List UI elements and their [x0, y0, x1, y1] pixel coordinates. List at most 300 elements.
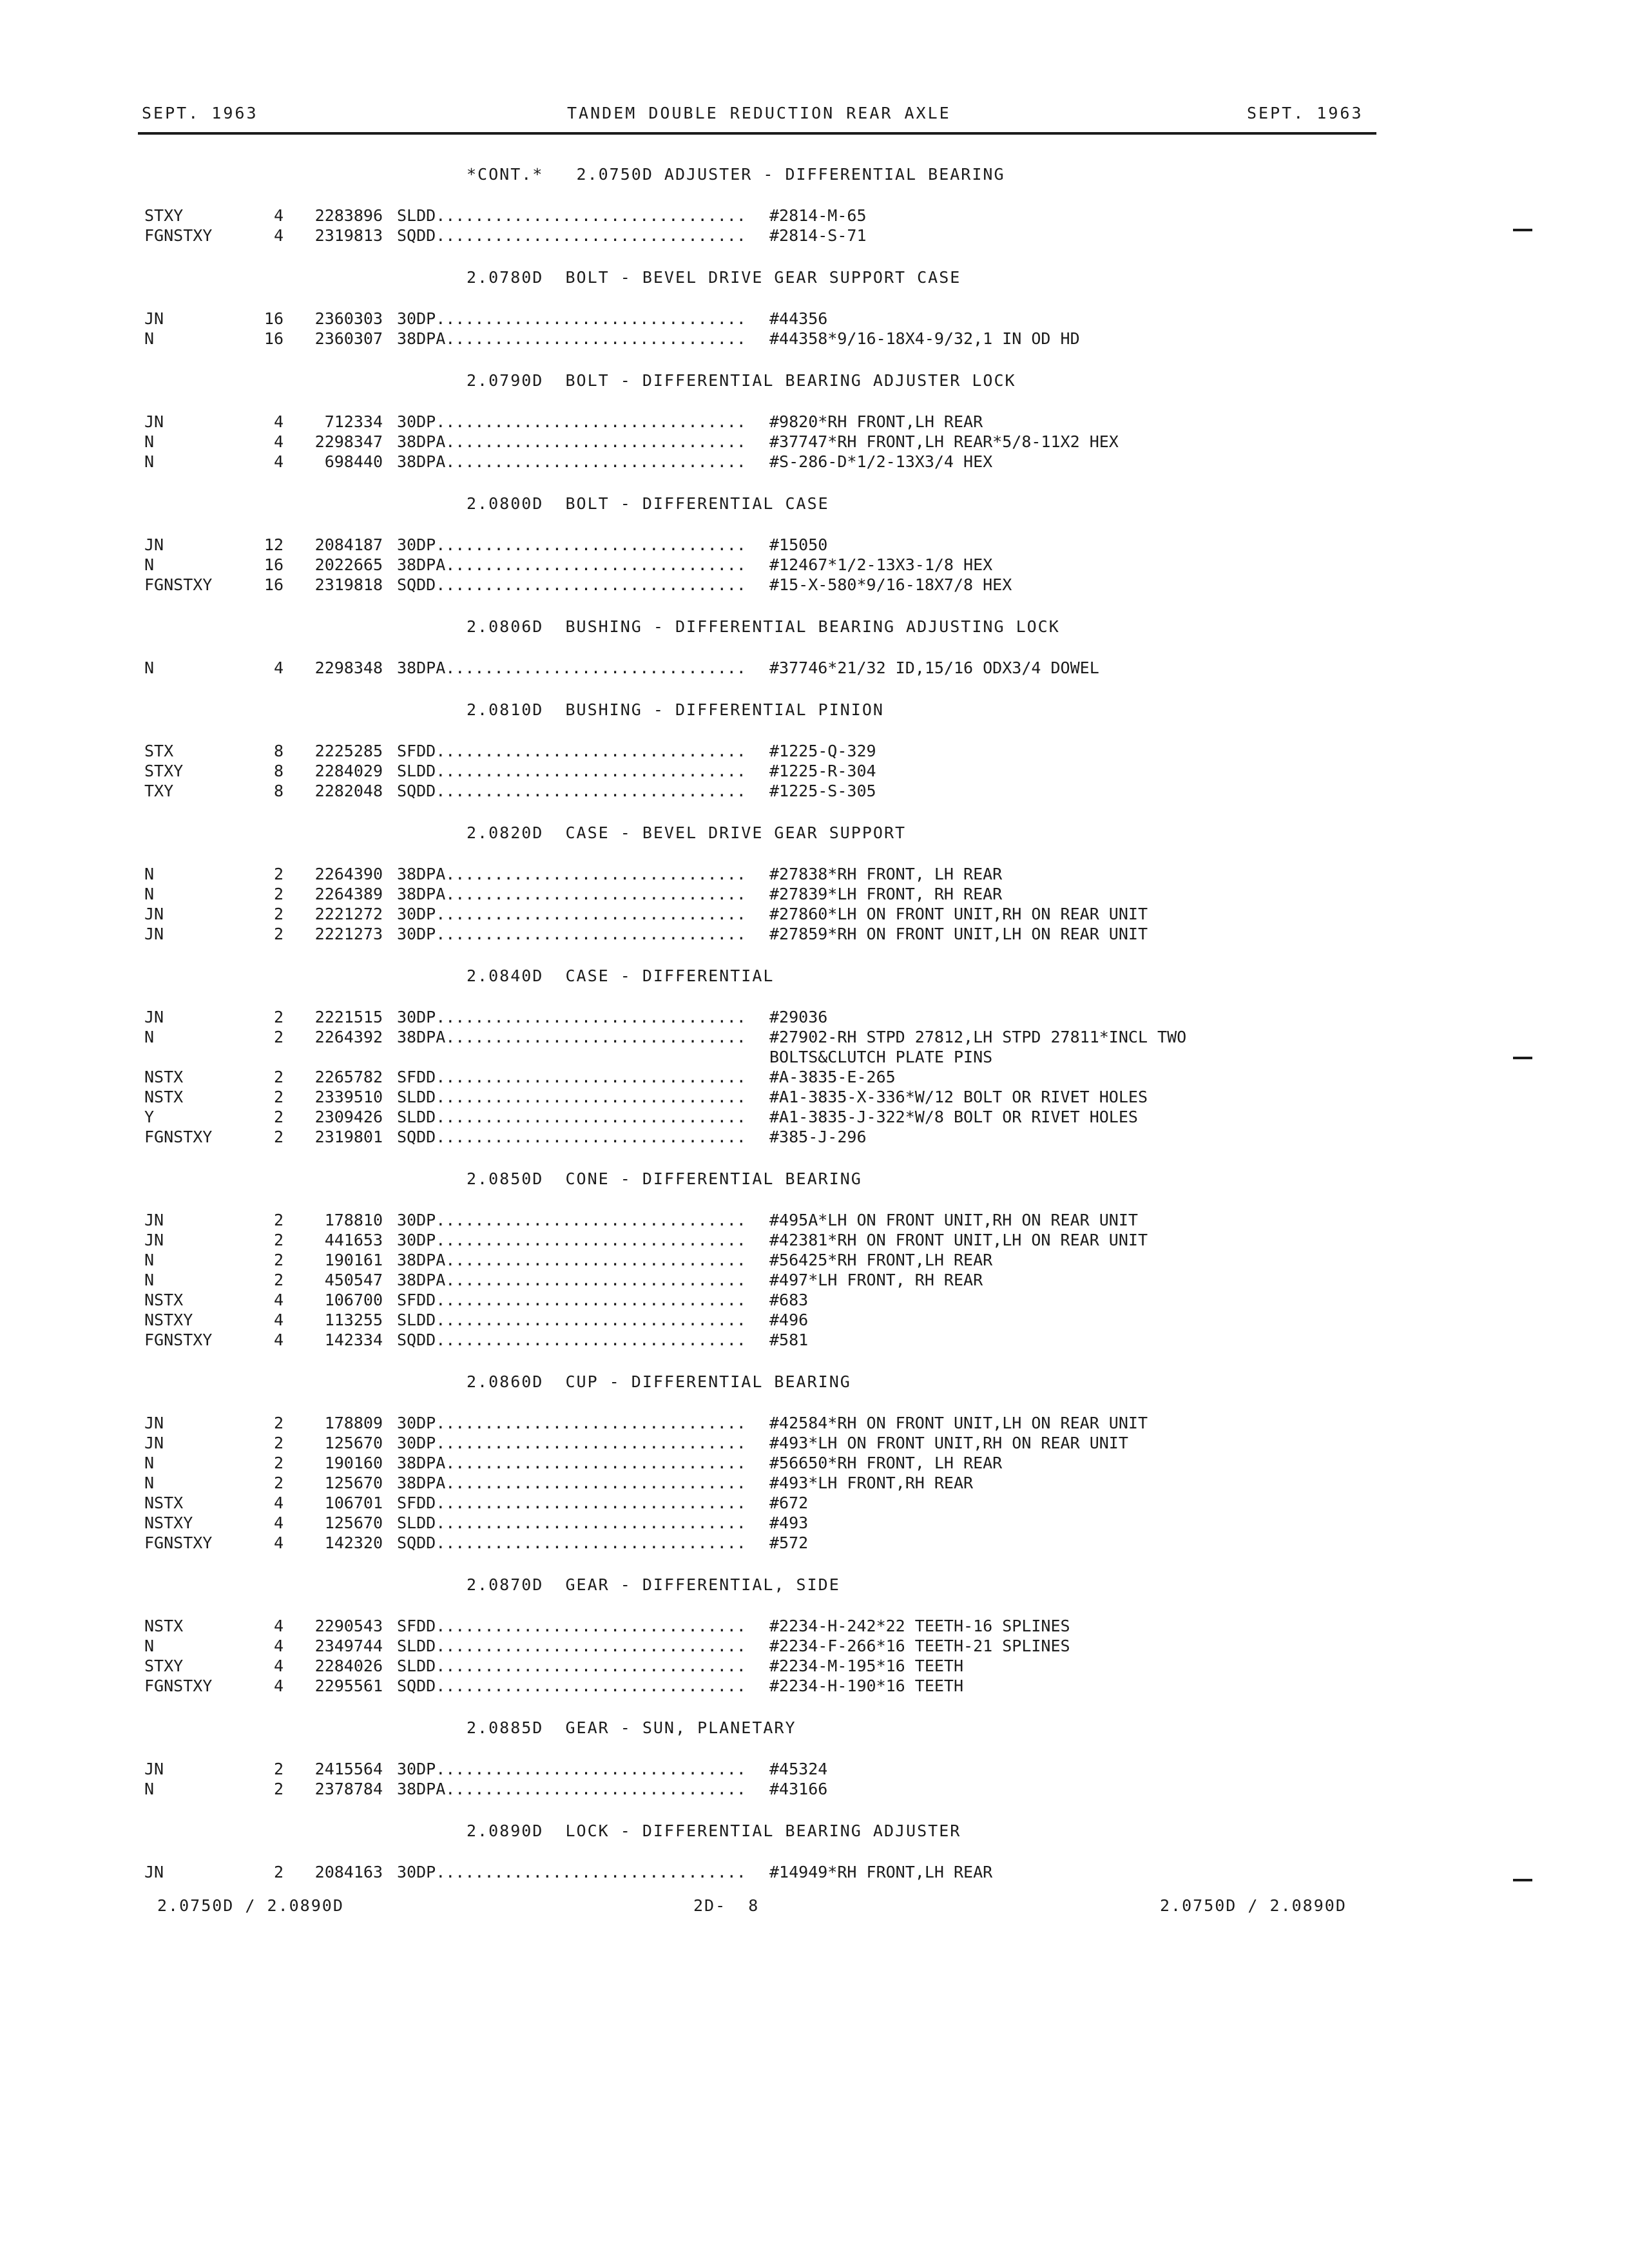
quantity: 4	[273, 1311, 284, 1329]
part-description: #9820*RH FRONT,LH REAR	[769, 412, 983, 431]
quantity: 4	[273, 412, 284, 431]
application-code: SQDD................................	[397, 575, 746, 594]
part-description: #A1-3835-J-322*W/8 BOLT OR RIVET HOLES	[769, 1108, 1138, 1126]
model-code: N	[144, 452, 155, 471]
part-description: #1225-S-305	[769, 782, 876, 800]
margin-tick-mark	[1513, 229, 1532, 231]
application-code: 38DPA...............................	[397, 1454, 746, 1472]
model-code: N	[144, 1271, 155, 1289]
section-title: 2.0820D CASE - BEVEL DRIVE GEAR SUPPORT	[467, 823, 907, 842]
quantity: 2	[273, 1474, 284, 1492]
quantity: 4	[273, 1533, 284, 1552]
application-code: 30DP................................	[397, 1414, 746, 1432]
application-code: SQDD................................	[397, 226, 746, 245]
part-number: 2022665	[314, 555, 383, 574]
part-row	[144, 309, 1369, 329]
quantity: 16	[264, 555, 284, 574]
application-code: 38DPA...............................	[397, 432, 746, 451]
part-row	[144, 1210, 1369, 1230]
part-number: 2284029	[314, 762, 383, 780]
part-number: 450547	[324, 1271, 383, 1289]
part-number: 2264389	[314, 885, 383, 903]
part-row	[144, 1513, 1369, 1533]
part-row	[144, 924, 1369, 944]
application-code: 38DPA...............................	[397, 1271, 746, 1289]
model-code: TXY	[144, 782, 174, 800]
section-title: 2.0890D LOCK - DIFFERENTIAL BEARING ADJUSTER	[467, 1821, 961, 1840]
part-number: 2319818	[314, 575, 383, 594]
quantity: 2	[273, 1108, 284, 1126]
section-title: 2.0860D CUP - DIFFERENTIAL BEARING	[467, 1372, 851, 1391]
quantity: 4	[273, 226, 284, 245]
quantity: 16	[264, 329, 284, 348]
margin-tick-mark	[1513, 1879, 1532, 1881]
application-code: SFDD................................	[397, 1494, 746, 1512]
part-description: #2234-H-190*16 TEETH	[769, 1677, 964, 1695]
part-number: 2360307	[314, 329, 383, 348]
part-number: 2319801	[314, 1128, 383, 1146]
application-code: SLDD................................	[397, 1108, 746, 1126]
section-title: 2.0870D GEAR - DIFFERENTIAL, SIDE	[467, 1575, 840, 1594]
model-code: JN	[144, 1211, 164, 1229]
part-row	[144, 1453, 1369, 1473]
quantity: 4	[273, 1514, 284, 1532]
model-code: N	[144, 1454, 155, 1472]
quantity: 2	[273, 1088, 284, 1106]
part-row	[144, 864, 1369, 884]
section-title: 2.0800D BOLT - DIFFERENTIAL CASE	[467, 494, 829, 513]
part-row	[144, 1290, 1369, 1310]
part-number: 125670	[324, 1434, 383, 1452]
part-number: 2349744	[314, 1637, 383, 1655]
model-code: FGNSTXY	[144, 575, 213, 594]
part-row	[144, 1310, 1369, 1330]
section-title: 2.0810D BUSHING - DIFFERENTIAL PINION	[467, 700, 884, 719]
part-description: #2814-M-65	[769, 206, 867, 225]
model-code: STXY	[144, 762, 184, 780]
section-title: 2.0850D CONE - DIFFERENTIAL BEARING	[467, 1169, 862, 1188]
model-code: FGNSTXY	[144, 1128, 213, 1146]
part-row	[144, 206, 1369, 226]
quantity: 4	[273, 432, 284, 451]
application-code: SFDD................................	[397, 1291, 746, 1309]
application-code: 38DPA...............................	[397, 1780, 746, 1798]
parts-list	[144, 164, 1369, 1882]
quantity: 2	[273, 905, 284, 923]
part-number: 441653	[324, 1231, 383, 1249]
quantity: 4	[273, 1617, 284, 1635]
quantity: 2	[273, 865, 284, 883]
part-description: #496	[769, 1311, 809, 1329]
section-title: 2.0840D CASE - DIFFERENTIAL	[467, 966, 775, 985]
part-description: #29036	[769, 1008, 828, 1026]
application-code: 30DP................................	[397, 309, 746, 328]
part-number: 2283896	[314, 206, 383, 225]
application-code: SLDD................................	[397, 1657, 746, 1675]
part-number: 2295561	[314, 1677, 383, 1695]
part-number: 2282048	[314, 782, 383, 800]
part-number: 2084163	[314, 1863, 383, 1881]
application-code: SFDD................................	[397, 1617, 746, 1635]
part-number: 2298348	[314, 658, 383, 677]
part-description: #27860*LH ON FRONT UNIT,RH ON REAR UNIT	[769, 905, 1148, 923]
application-code: 38DPA...............................	[397, 329, 746, 348]
section-spacer	[144, 720, 1369, 741]
quantity: 4	[273, 206, 284, 225]
part-description: #42584*RH ON FRONT UNIT,LH ON REAR UNIT	[769, 1414, 1148, 1432]
model-code: JN	[144, 1414, 164, 1432]
part-row	[144, 1862, 1369, 1882]
part-number: 142320	[324, 1533, 383, 1552]
part-number: 712334	[324, 412, 383, 431]
quantity: 4	[273, 452, 284, 471]
model-code: FGNSTXY	[144, 226, 213, 245]
model-code: N	[144, 885, 155, 903]
part-row	[144, 761, 1369, 781]
application-code: SLDD................................	[397, 206, 746, 225]
quantity: 2	[273, 1211, 284, 1229]
quantity: 2	[273, 1454, 284, 1472]
part-description: #572	[769, 1533, 809, 1552]
part-description: #581	[769, 1331, 809, 1349]
part-row	[144, 1107, 1369, 1127]
model-code: NSTX	[144, 1291, 184, 1309]
quantity: 4	[273, 1677, 284, 1695]
part-row	[144, 1533, 1369, 1553]
section-spacer	[144, 1189, 1369, 1210]
quantity: 4	[273, 1657, 284, 1675]
part-description: #493	[769, 1514, 809, 1532]
model-code: JN	[144, 925, 164, 943]
part-description: #493*LH FRONT,RH REAR	[769, 1474, 974, 1492]
part-description: #2814-S-71	[769, 226, 867, 245]
application-code: SQDD................................	[397, 1677, 746, 1695]
application-code: 38DPA...............................	[397, 555, 746, 574]
section-spacer	[144, 184, 1369, 206]
part-row	[144, 1230, 1369, 1250]
application-code: 38DPA...............................	[397, 452, 746, 471]
part-number: 2264390	[314, 865, 383, 883]
part-row	[144, 1433, 1369, 1453]
part-row	[144, 1007, 1369, 1027]
section-spacer	[144, 637, 1369, 658]
part-description: #27859*RH ON FRONT UNIT,LH ON REAR UNIT	[769, 925, 1148, 943]
application-code: 30DP................................	[397, 1008, 746, 1026]
application-code: SLDD................................	[397, 1088, 746, 1106]
part-description: #43166	[769, 1780, 828, 1798]
part-description: #495A*LH ON FRONT UNIT,RH ON REAR UNIT	[769, 1211, 1138, 1229]
section-title: 2.0790D BOLT - DIFFERENTIAL BEARING ADJUSTER LOCK	[467, 371, 1016, 390]
model-code: N	[144, 1474, 155, 1492]
quantity: 2	[273, 1414, 284, 1432]
part-row	[144, 658, 1369, 678]
application-code: 30DP................................	[397, 1211, 746, 1229]
application-code: 30DP................................	[397, 1760, 746, 1778]
quantity: 8	[273, 762, 284, 780]
part-row	[144, 452, 1369, 472]
model-code: FGNSTXY	[144, 1331, 213, 1349]
model-code: N	[144, 1780, 155, 1798]
quantity: 8	[273, 742, 284, 760]
model-code: STXY	[144, 1657, 184, 1675]
part-description: #A1-3835-X-336*W/12 BOLT OR RIVET HOLES	[769, 1088, 1148, 1106]
part-description: #1225-R-304	[769, 762, 876, 780]
part-row	[144, 1636, 1369, 1656]
model-code: JN	[144, 1863, 164, 1881]
application-code: SQDD................................	[397, 1533, 746, 1552]
part-number: 178810	[324, 1211, 383, 1229]
model-code: STXY	[144, 206, 184, 225]
part-description: #56425*RH FRONT,LH REAR	[769, 1251, 993, 1269]
part-number: 698440	[324, 452, 383, 471]
part-description: #12467*1/2-13X3-1/8 HEX	[769, 555, 993, 574]
part-description: #2234-M-195*16 TEETH	[769, 1657, 964, 1675]
part-description: #56650*RH FRONT, LH REAR	[769, 1454, 1003, 1472]
model-code: JN	[144, 1434, 164, 1452]
margin-tick-mark	[1513, 1057, 1532, 1059]
application-code: SLDD................................	[397, 1514, 746, 1532]
part-row	[144, 1656, 1369, 1676]
part-number: 106701	[324, 1494, 383, 1512]
part-row	[144, 1330, 1369, 1350]
part-number: 142334	[324, 1331, 383, 1349]
quantity: 4	[273, 1291, 284, 1309]
part-row	[144, 1027, 1369, 1067]
model-code: FGNSTXY	[144, 1677, 213, 1695]
model-code: NSTX	[144, 1617, 184, 1635]
section-title: 2.0806D BUSHING - DIFFERENTIAL BEARING ADJUSTING LOCK	[467, 617, 1060, 636]
part-description: #385-J-296	[769, 1128, 867, 1146]
part-number: 2339510	[314, 1088, 383, 1106]
model-code: NSTX	[144, 1068, 184, 1086]
model-code: JN	[144, 309, 164, 328]
part-number: 2360303	[314, 309, 383, 328]
application-code: 30DP................................	[397, 925, 746, 943]
quantity: 2	[273, 1028, 284, 1046]
quantity: 2	[273, 885, 284, 903]
part-description: #44358*9/16-18X4-9/32,1 IN OD HD	[769, 329, 1080, 348]
part-description: #S-286-D*1/2-13X3/4 HEX	[769, 452, 993, 471]
part-row	[144, 1270, 1369, 1290]
part-description: #2234-H-242*22 TEETH-16 SPLINES	[769, 1617, 1070, 1635]
part-number: 2221272	[314, 905, 383, 923]
model-code: N	[144, 1028, 155, 1046]
section-spacer	[144, 986, 1369, 1007]
part-number: 2415564	[314, 1760, 383, 1778]
part-number: 2284026	[314, 1657, 383, 1675]
part-number: 2225285	[314, 742, 383, 760]
part-row	[144, 1616, 1369, 1636]
model-code: N	[144, 658, 155, 677]
header-rule	[138, 132, 1376, 135]
part-description: #1225-Q-329	[769, 742, 876, 760]
part-row	[144, 412, 1369, 432]
model-code: STX	[144, 742, 174, 760]
section-spacer	[144, 1841, 1369, 1862]
header-date-left: SEPT. 1963	[142, 104, 258, 122]
model-code: JN	[144, 535, 164, 554]
part-description: #493*LH ON FRONT UNIT,RH ON REAR UNIT	[769, 1434, 1128, 1452]
part-row	[144, 555, 1369, 575]
part-number: 2264392	[314, 1028, 383, 1046]
model-code: N	[144, 329, 155, 348]
application-code: 38DPA...............................	[397, 865, 746, 883]
model-code: FGNSTXY	[144, 1533, 213, 1552]
model-code: JN	[144, 905, 164, 923]
model-code: NSTXY	[144, 1514, 193, 1532]
quantity: 2	[273, 925, 284, 943]
application-code: 30DP................................	[397, 535, 746, 554]
model-code: N	[144, 1251, 155, 1269]
application-code: SLDD................................	[397, 1311, 746, 1329]
section-spacer	[144, 390, 1369, 412]
model-code: NSTX	[144, 1088, 184, 1106]
application-code: SQDD................................	[397, 782, 746, 800]
quantity: 4	[273, 1331, 284, 1349]
model-code: N	[144, 432, 155, 451]
part-number: 2084187	[314, 535, 383, 554]
part-number: 190160	[324, 1454, 383, 1472]
quantity: 12	[264, 535, 284, 554]
part-row	[144, 575, 1369, 595]
model-code: NSTX	[144, 1494, 184, 1512]
part-description: #497*LH FRONT, RH REAR	[769, 1271, 983, 1289]
model-code: Y	[144, 1108, 155, 1126]
part-row	[144, 781, 1369, 801]
section-spacer	[144, 843, 1369, 864]
model-code: N	[144, 865, 155, 883]
model-code: JN	[144, 412, 164, 431]
quantity: 2	[273, 1780, 284, 1798]
model-code: JN	[144, 1008, 164, 1026]
part-row	[144, 1676, 1369, 1696]
part-row	[144, 1759, 1369, 1779]
part-row	[144, 1087, 1369, 1107]
quantity: 2	[273, 1863, 284, 1881]
quantity: 2	[273, 1128, 284, 1146]
part-number: 2221515	[314, 1008, 383, 1026]
section-spacer	[144, 1738, 1369, 1759]
application-code: 38DPA...............................	[397, 658, 746, 677]
header-title: TANDEM DOUBLE REDUCTION REAR AXLE	[567, 104, 951, 122]
application-code: SFDD................................	[397, 1068, 746, 1086]
part-number: 125670	[324, 1514, 383, 1532]
application-code: SLDD................................	[397, 1637, 746, 1655]
application-code: 30DP................................	[397, 905, 746, 923]
part-row	[144, 741, 1369, 761]
section-spacer	[144, 514, 1369, 535]
application-code: 30DP................................	[397, 412, 746, 431]
footer-page-number: 2D- 8	[693, 1896, 760, 1915]
part-number: 2309426	[314, 1108, 383, 1126]
part-description: #A-3835-E-265	[769, 1068, 896, 1086]
quantity: 2	[273, 1231, 284, 1249]
part-description: #15050	[769, 535, 828, 554]
model-code: N	[144, 555, 155, 574]
application-code: SLDD................................	[397, 762, 746, 780]
part-row	[144, 1067, 1369, 1087]
application-code: 38DPA...............................	[397, 885, 746, 903]
model-code: JN	[144, 1231, 164, 1249]
part-number: 2378784	[314, 1780, 383, 1798]
quantity: 2	[273, 1068, 284, 1086]
part-row	[144, 1413, 1369, 1433]
part-description: #27902-RH STPD 27812,LH STPD 27811*INCL TWO	[769, 1028, 1187, 1046]
application-code: 30DP................................	[397, 1434, 746, 1452]
application-code: 38DPA...............................	[397, 1028, 746, 1046]
part-number: 190161	[324, 1251, 383, 1269]
part-description: #27838*RH FRONT, LH REAR	[769, 865, 1003, 883]
quantity: 8	[273, 782, 284, 800]
quantity: 2	[273, 1271, 284, 1289]
part-row	[144, 1779, 1369, 1799]
part-number: 2221273	[314, 925, 383, 943]
part-row	[144, 535, 1369, 555]
application-code: SQDD................................	[397, 1128, 746, 1146]
part-row	[144, 1127, 1369, 1147]
application-code: 38DPA...............................	[397, 1251, 746, 1269]
part-description: #37747*RH FRONT,LH REAR*5/8-11X2 HEX	[769, 432, 1119, 451]
quantity: 2	[273, 1008, 284, 1026]
section-title: 2.0780D BOLT - BEVEL DRIVE GEAR SUPPORT CASE	[467, 268, 961, 287]
application-code: 30DP................................	[397, 1863, 746, 1881]
part-description: #42381*RH ON FRONT UNIT,LH ON REAR UNIT	[769, 1231, 1148, 1249]
model-code: JN	[144, 1760, 164, 1778]
part-number: 2298347	[314, 432, 383, 451]
part-row	[144, 904, 1369, 924]
part-row	[144, 1493, 1369, 1513]
model-code: N	[144, 1637, 155, 1655]
part-number: 125670	[324, 1474, 383, 1492]
application-code: 38DPA...............................	[397, 1474, 746, 1492]
quantity: 2	[273, 1251, 284, 1269]
part-description: #2234-F-266*16 TEETH-21 SPLINES	[769, 1637, 1070, 1655]
part-row	[144, 1250, 1369, 1270]
section-spacer	[144, 1392, 1369, 1413]
part-description-continued: BOLTS&CLUTCH PLATE PINS	[769, 1048, 993, 1066]
application-code: SQDD................................	[397, 1331, 746, 1349]
header-date-right: SEPT. 1963	[1247, 104, 1364, 122]
part-row	[144, 432, 1369, 452]
part-row	[144, 329, 1369, 349]
part-row	[144, 1473, 1369, 1493]
part-number: 178809	[324, 1414, 383, 1432]
application-code: SFDD................................	[397, 742, 746, 760]
part-number: 2265782	[314, 1068, 383, 1086]
quantity: 2	[273, 1434, 284, 1452]
part-description: #672	[769, 1494, 809, 1512]
part-row	[144, 884, 1369, 904]
section-spacer	[144, 1595, 1369, 1616]
part-description: #15-X-580*9/16-18X7/8 HEX	[769, 575, 1012, 594]
model-code: NSTXY	[144, 1311, 193, 1329]
part-description: #37746*21/32 ID,15/16 ODX3/4 DOWEL	[769, 658, 1099, 677]
quantity: 16	[264, 575, 284, 594]
section-title: *CONT.* 2.0750D ADJUSTER - DIFFERENTIAL BEARING	[467, 165, 1005, 184]
footer-range-left: 2.0750D / 2.0890D	[157, 1896, 344, 1915]
part-description: #27839*LH FRONT, RH REAR	[769, 885, 1003, 903]
quantity: 4	[273, 1494, 284, 1512]
section-title: 2.0885D GEAR - SUN, PLANETARY	[467, 1718, 796, 1737]
part-description: #683	[769, 1291, 809, 1309]
quantity: 4	[273, 658, 284, 677]
part-number: 2319813	[314, 226, 383, 245]
quantity: 4	[273, 1637, 284, 1655]
part-description: #44356	[769, 309, 828, 328]
application-code: 30DP................................	[397, 1231, 746, 1249]
part-description: #14949*RH FRONT,LH REAR	[769, 1863, 993, 1881]
part-number: 106700	[324, 1291, 383, 1309]
